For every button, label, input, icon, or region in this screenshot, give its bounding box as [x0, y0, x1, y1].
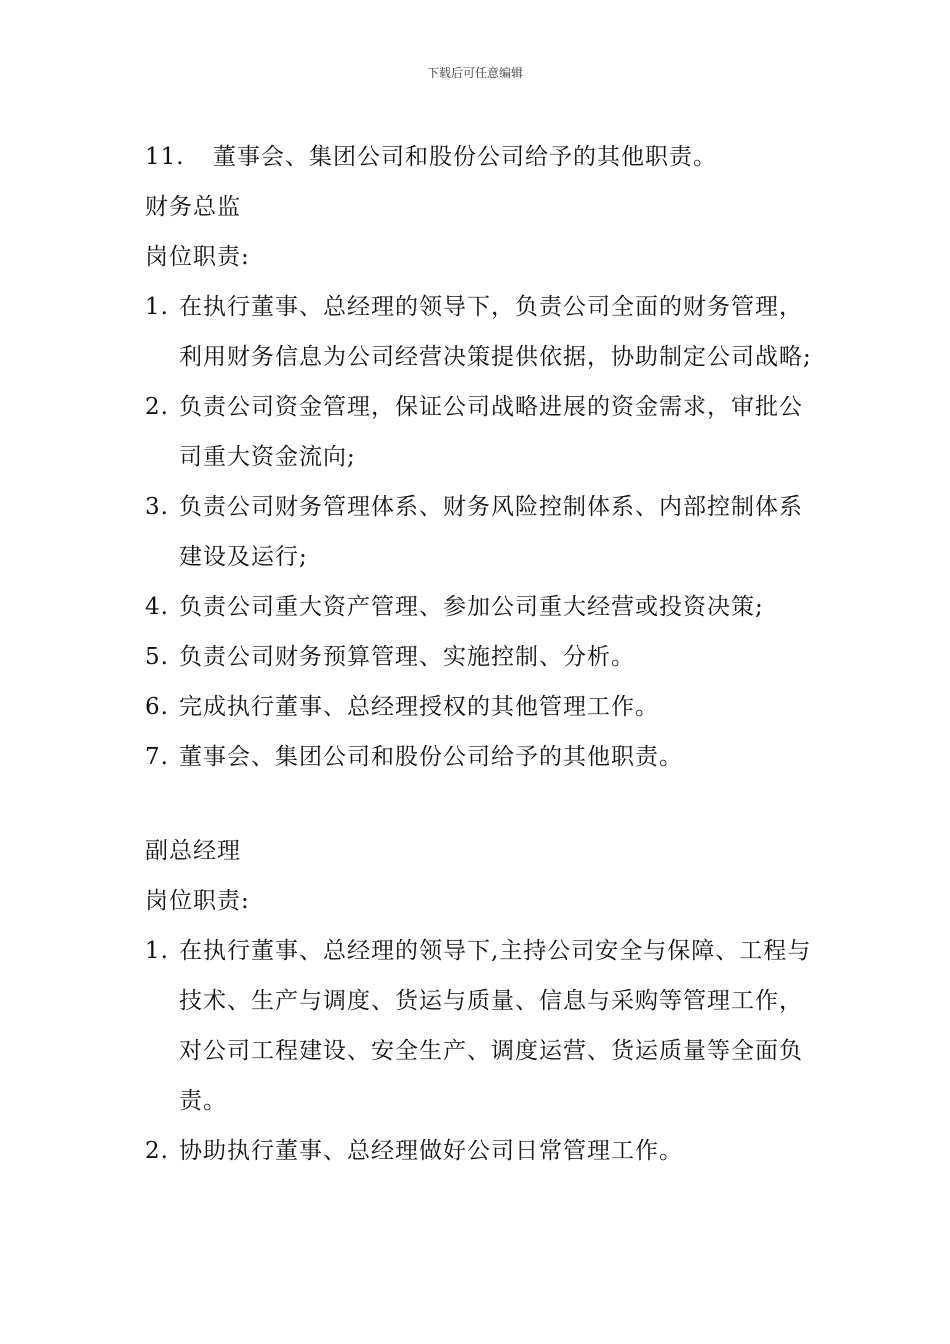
list-item	[145, 682, 815, 732]
list-item-number: 4.	[145, 594, 169, 620]
section-title-vgm: 副总经理	[145, 838, 241, 864]
list-item-text: 协助执行董事、总经理做好公司日常管理工作。	[179, 1138, 683, 1164]
list-item	[145, 382, 815, 482]
duty-label-cfo: 岗位职责:	[145, 244, 250, 270]
list-item	[145, 926, 815, 1126]
list-item	[145, 482, 815, 582]
list-item-text: 董事会、集团公司和股份公司给予的其他职责。	[213, 144, 717, 170]
list-item-number: 3.	[145, 494, 169, 520]
list-item-number: 5.	[145, 644, 169, 670]
list-item	[145, 582, 815, 632]
list-item-text: 负责公司重大资产管理、参加公司重大经营或投资决策;	[179, 594, 764, 620]
list-item	[145, 732, 815, 782]
list-item-text: 董事会、集团公司和股份公司给予的其他职责。	[179, 744, 683, 770]
section-spacer	[145, 782, 815, 826]
list-item-number: 2.	[145, 1138, 169, 1164]
list-item-number: 2.	[145, 394, 169, 420]
list-item-number: 1.	[145, 294, 169, 320]
list-item	[145, 282, 815, 382]
list-item	[145, 132, 815, 182]
list-item-text: 负责公司财务管理体系、财务风险控制体系、内部控制体系建设及运行;	[179, 494, 803, 570]
section-title-cfo: 财务总监	[145, 194, 241, 220]
list-item-number: 11.	[145, 144, 185, 170]
list-item-number: 1.	[145, 938, 169, 964]
list-item-number: 6.	[145, 694, 169, 720]
list-item-number: 7.	[145, 744, 169, 770]
list-item-text: 负责公司财务预算管理、实施控制、分析。	[179, 644, 635, 670]
duty-label-vgm: 岗位职责:	[145, 888, 250, 914]
list-item-text: 在执行董事、总经理的领导下，负责公司全面的财务管理，利用财务信息为公司经营决策提供依据，协助制定公司战略;	[179, 294, 812, 370]
list-item-text: 完成执行董事、总经理授权的其他管理工作。	[179, 694, 659, 720]
list-item	[145, 632, 815, 682]
list-item	[145, 1126, 815, 1176]
list-item-text: 在执行董事、总经理的领导下,主持公司安全与保障、工程与技术、生产与调度、货运与质量、信息与采购等管理工作，对公司工程建设、安全生产、调度运营、货运质量等全面负责。	[179, 938, 812, 1114]
list-item-text: 负责公司资金管理，保证公司战略进展的资金需求，审批公司重大资金流向;	[179, 394, 803, 470]
page-header: 下载后可任意编辑	[426, 66, 523, 80]
document-body	[145, 132, 815, 1176]
